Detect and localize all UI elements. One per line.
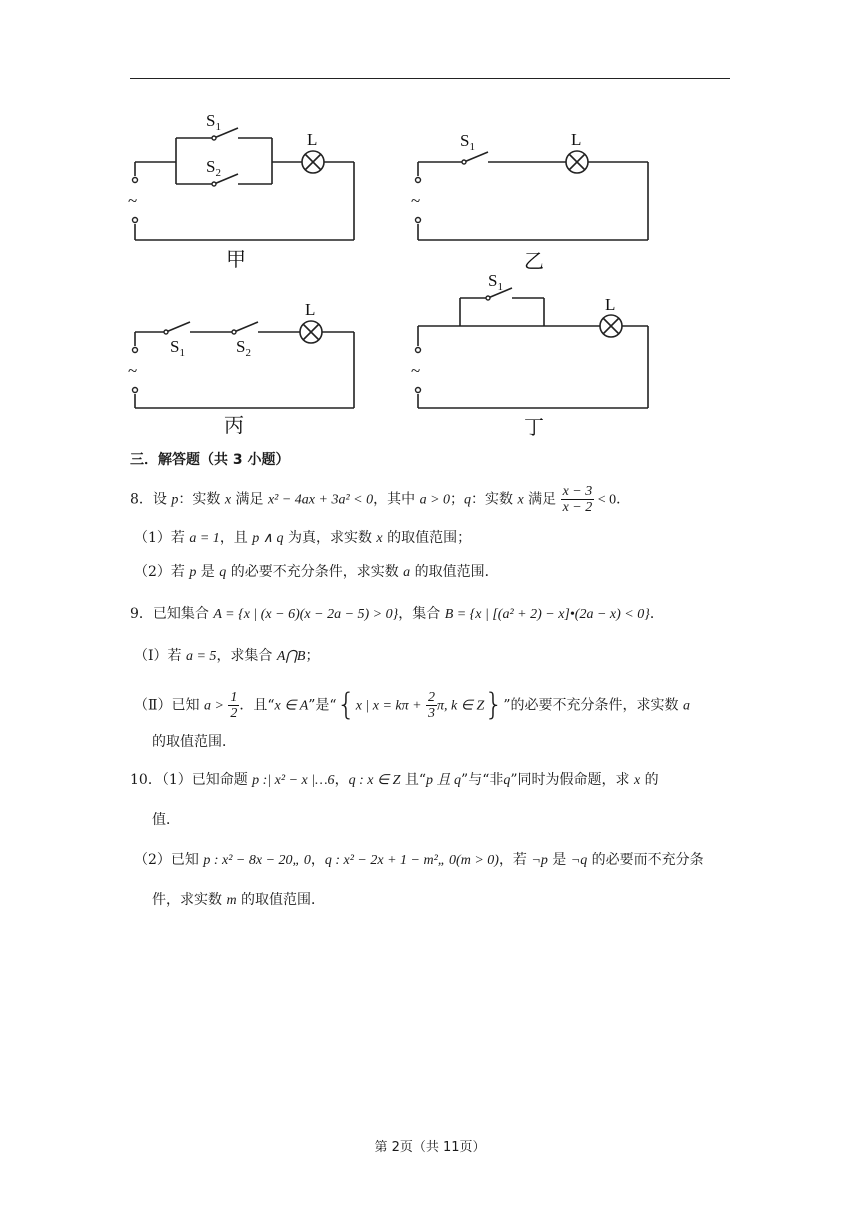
q8-stem: 8．设 p：实数 x 满足 x² − 4ax + 3a² < 0，其中 a > 0；q：实数 x 满足 $\frac{x - 3}{x - 2}$ < 0． <box>130 484 631 515</box>
circuit-ding-diagram <box>404 272 664 442</box>
circuit-caption: 丙 <box>224 413 244 437</box>
circuit-ding <box>404 272 664 442</box>
q10-part1-cont: 值． <box>152 812 180 828</box>
two-thirds-fraction: $\frac{2}{3}$ <box>428 690 436 721</box>
circuit-yi <box>404 104 664 274</box>
q9-part2-cont: 的取值范围． <box>152 734 236 750</box>
switch-s1-label: $S_1$ <box>170 337 185 359</box>
ac-source-symbol: ~ <box>411 361 421 380</box>
circuit-bing <box>120 290 370 440</box>
ac-source-symbol: ~ <box>411 191 421 210</box>
switch-s1-label: $S_1$ <box>488 271 503 293</box>
page-footer: 第 2页（共 11页） <box>374 1140 486 1155</box>
lamp-label: L <box>305 300 316 319</box>
lamp-label: L <box>571 130 582 149</box>
circuit-caption: 乙 <box>524 249 544 273</box>
ac-source-symbol: ~ <box>128 191 138 210</box>
q10-part2-cont: 件，求实数 m 的取值范围． <box>152 892 326 908</box>
lamp-label: L <box>605 295 616 314</box>
circuit-yi-diagram <box>404 104 664 274</box>
q8-part1: （1）若 a = 1，且 p ∧ q 为真，求实数 x 的取值范围； <box>134 530 472 546</box>
circuit-jia-diagram <box>120 104 370 274</box>
header-rule <box>130 78 730 79</box>
lamp-label: L <box>307 130 318 149</box>
section-title: 三．解答题（共 3 小题） <box>130 452 290 468</box>
circuit-jia <box>120 104 370 274</box>
q9-part2: （Ⅱ）已知 a > $\frac{1}{2}$ ．且“x ∈ A”是“{x | x = kπ + $\frac{2}{3}$ π, k ∈ Z}”的必要不充分条件，求实数 a <box>134 687 690 723</box>
q8-fraction: $\frac{x - 3}{x - 2}$ <box>562 484 593 515</box>
q9-stem: 9．已知集合 A = {x | (x − 6)(x − 2a − 5) > 0}，集合 B = {x | [(a² + 2) − x]•(2a − x) < 0}． <box>130 606 664 622</box>
q10-part2: （2）已知 p : x² − 8x − 20„ 0，q : x² − 2x + 1 − m²„ 0(m > 0)，若 ¬p 是 ¬q 的必要而不充分条 <box>134 852 704 868</box>
ac-source-symbol: ~ <box>128 361 138 380</box>
switch-s1-label: $S_1$ <box>206 111 221 133</box>
switch-s2-label: $S_2$ <box>206 157 221 179</box>
circuit-caption: 丁 <box>524 415 544 439</box>
one-half-fraction: $\frac{1}{2}$ <box>230 690 238 721</box>
circuit-bing-diagram <box>120 290 370 440</box>
circuit-caption: 甲 <box>226 247 246 271</box>
switch-s1-label: $S_1$ <box>460 131 475 153</box>
q9-part1: （Ⅰ）若 a = 5，求集合 A⋂B； <box>134 648 320 664</box>
q8-part2: （2）若 p 是 q 的必要不充分条件，求实数 a 的取值范围． <box>134 564 499 580</box>
switch-s2-label: $S_2$ <box>236 337 251 359</box>
q10-part1: 10．（1）已知命题 p :| x² − x |…6，q : x ∈ Z 且“p 且 q”与“非q”同时为假命题，求 x 的 <box>130 772 659 788</box>
